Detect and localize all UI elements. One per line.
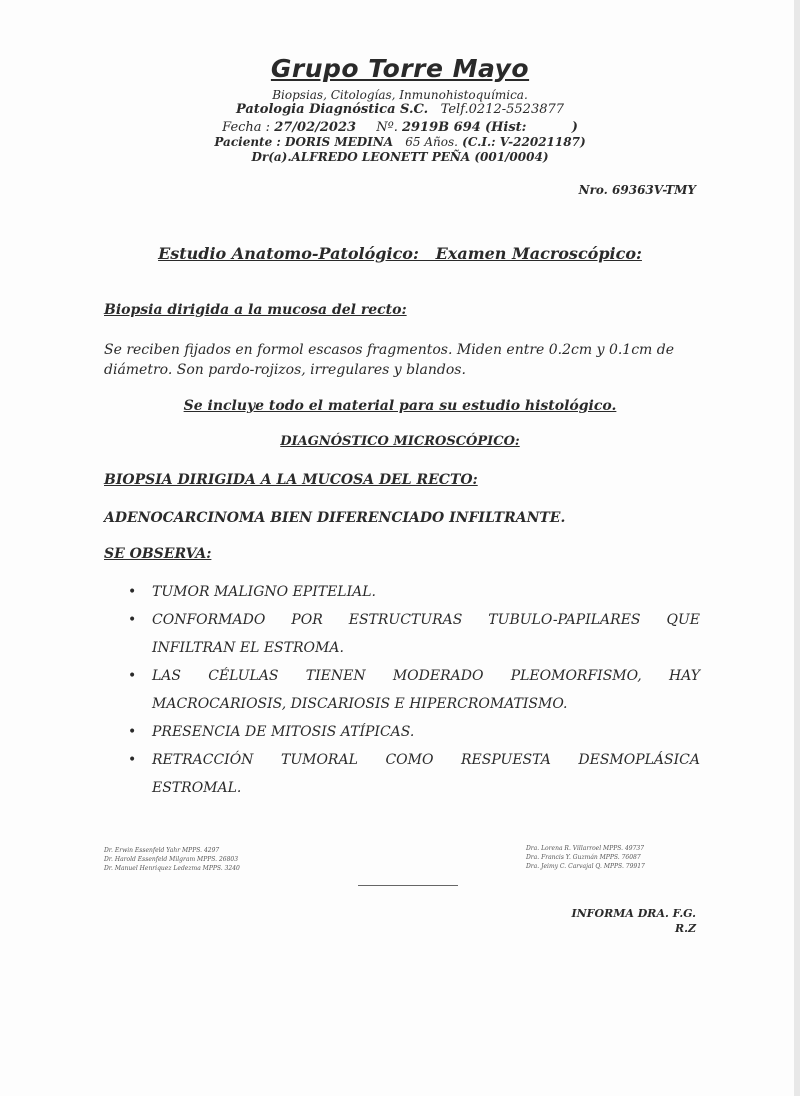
macro-heading: Biopsia dirigida a la mucosa del recto: [104,302,407,318]
patient-line [0,135,800,149]
numero-value: 2919B 694 [401,120,481,135]
signature-line: Dr. Harold Essenfeld Milgram MPPS. 26803 [104,856,239,863]
signature-line: Dra. Lorena R. Villarroel MPPS. 49737 [526,845,645,852]
paciente-ci: (C.I.: V-22021187) [462,135,586,149]
signatures-left [104,846,240,873]
fecha-value: 27/02/2023 [274,120,357,135]
finding-item: • PRESENCIA DE MITOSIS ATÍPICAS. [128,718,700,746]
signature-line: Dr. Manuel Henriquez Ledezma MPPS. 3240 [104,865,240,872]
informa-line1: INFORMA DRA. F.G. [571,907,696,920]
finding-item: • TUMOR MALIGNO EPITELIAL. [128,578,700,606]
fecha-label: Fecha : [222,120,271,135]
lab-subtitle: Biopsias, Citologías, Inmunohistoquímica. [272,88,528,102]
micro-observa: SE OBSERVA: [104,546,212,562]
hist-value: (Hist: ) [484,120,578,135]
signature-line: Dra. Francis Y. Guzmán MPPS. 76087 [526,854,641,861]
lab-phone: Telf.0212-5523877 [440,102,565,117]
report-number: Nro. 69363V-TMY [578,183,696,197]
informa-line2: R.Z [674,922,696,935]
section-title: Estudio Anatomo-Patológico: Examen Macroscópico: [158,244,642,263]
doctor-line: Dr(a).ALFREDO LEONETT PEÑA (001/0004) [251,150,549,164]
lab-name-line [0,102,800,117]
signatures-right [526,844,645,871]
finding-item: • LAS CÉLULAS TIENEN MODERADO PLEOMORFISMO, HAY MACROCARIOSIS, DISCARIOSIS E HIPERCROMATISMO. [128,662,700,718]
finding-item: • CONFORMADO POR ESTRUCTURAS TUBULO-PAPILARES QUE INFILTRAN EL ESTROMA. [128,606,700,662]
lab-name: Patologia Diagnóstica S.C. [235,102,429,117]
informa-block [571,906,696,936]
macro-description: Se reciben fijados en formol escasos fragmentos. Miden entre 0.2cm y 0.1cm de diámetro. Son pardo-rojizos, irregulares y blandos. [104,342,675,378]
paciente-age: 65 Años. [405,135,458,149]
micro-sample: BIOPSIA DIRIGIDA A LA MUCOSA DEL RECTO: [104,472,478,488]
lab-title: Grupo Torre Mayo [270,54,530,83]
signature-rule [358,885,458,886]
signature-line: Dr. Erwin Essenfeld Yahr MPPS. 4297 [104,847,220,854]
paciente-name: DORIS MEDINA [285,135,394,149]
paciente-label: Paciente : [214,135,281,149]
numero-label: Nº. [376,120,398,135]
date-line [0,120,800,135]
micro-heading: DIAGNÓSTICO MICROSCÓPICO: [280,434,520,449]
macro-included: Se incluye todo el material para su estudio histológico. [183,398,617,414]
micro-diagnosis: ADENOCARCINOMA BIEN DIFERENCIADO INFILTRANTE. [104,510,566,526]
findings-list [128,578,700,802]
finding-item: • RETRACCIÓN TUMORAL COMO RESPUESTA DESMOPLÁSICA ESTROMAL. [128,746,700,802]
signature-line: Dra. Jeimy C. Carvajal Q. MPPS. 79917 [526,863,645,870]
page-edge [794,0,800,1096]
